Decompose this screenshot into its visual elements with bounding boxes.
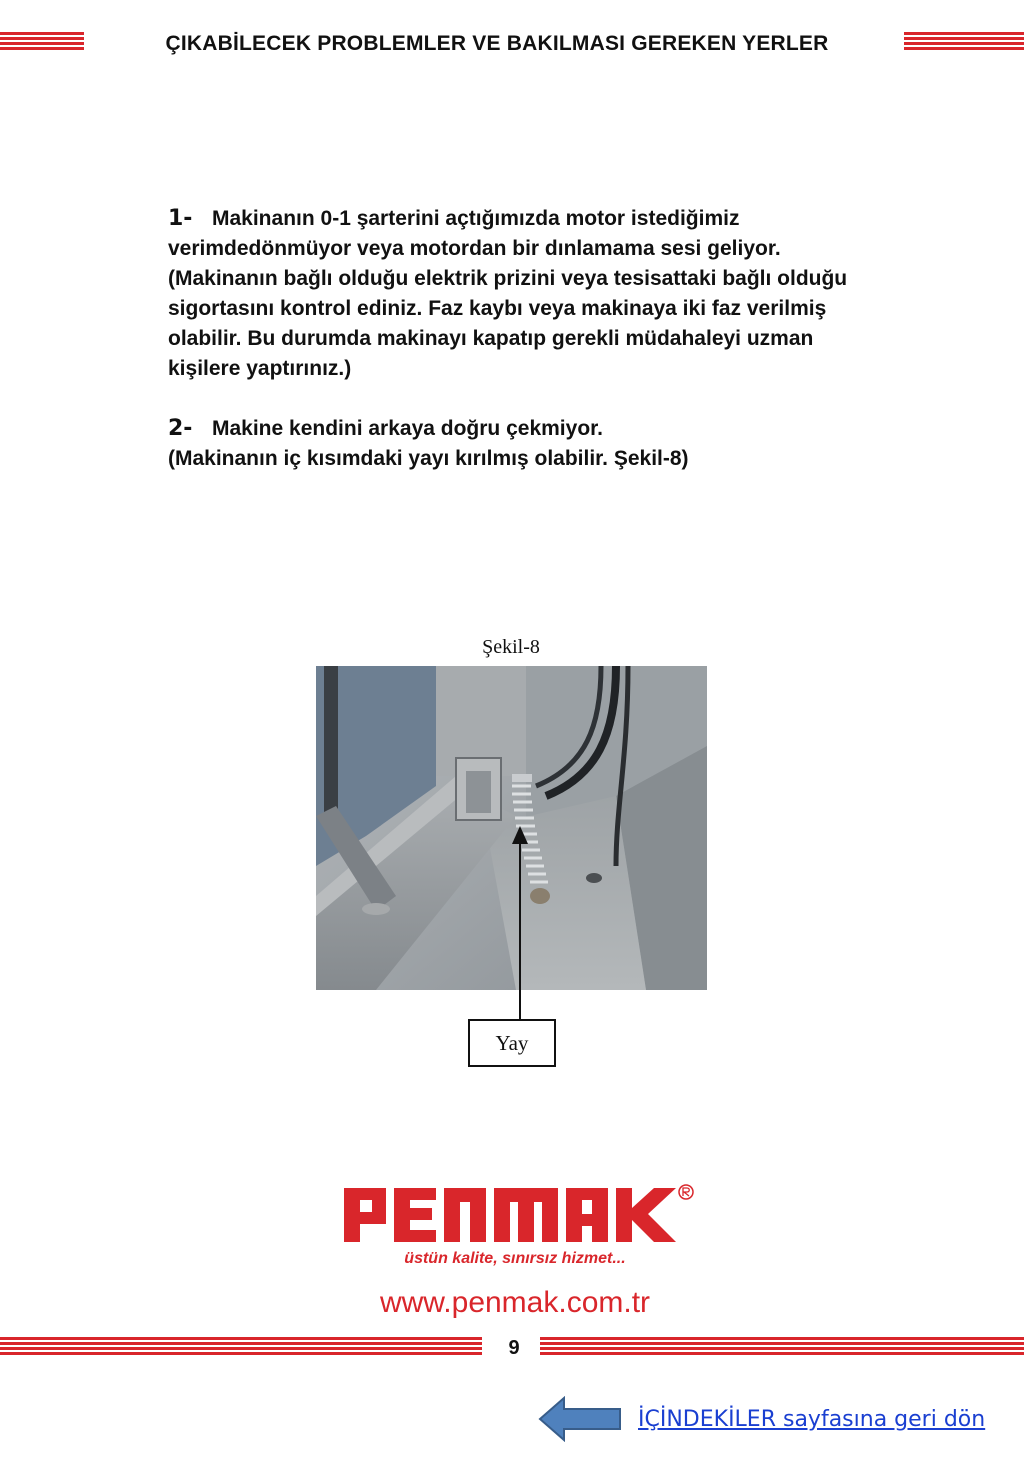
footer-stripes-left	[0, 1337, 482, 1355]
header-stripes-left	[0, 32, 84, 50]
toc-back-link[interactable]	[538, 1396, 985, 1442]
figure-label: Yay	[468, 1019, 556, 1067]
brand-slogan: üstün kalite, sınırsız hizmet...	[404, 1250, 626, 1267]
item-number: 2-	[168, 416, 193, 441]
header-stripes-right	[904, 32, 1024, 50]
page-number: 9	[508, 1337, 520, 1359]
pointer-arrow	[508, 826, 532, 1022]
problem-item-1	[168, 204, 888, 384]
figure-caption: Şekil-8	[482, 636, 540, 658]
item-text: Makinanın 0-1 şarterini açtığımızda motor istediğimiz verimdedönmüyor veya motordan bir dınlamama sesi geliyor. (Makinanın bağlı olduğu elektrik prizini veya tesisattaki bağlı olduğu sigortasını kontrol ediniz. Faz kaybı veya makinaya iki faz verilmiş olabilir. Bu durumda makinayı kapatıp gerekli müdahaleyi uzman kişilere yaptırınız.)	[168, 207, 848, 380]
penmak-logo	[336, 1180, 696, 1256]
problem-list	[168, 204, 888, 474]
page-title: ÇIKABİLECEK PROBLEMLER VE BAKILMASI GEREKEN YERLER	[165, 32, 829, 55]
item-number: 1-	[168, 206, 193, 231]
problem-item-2	[168, 414, 888, 474]
toc-back-link-text: İÇİNDEKİLER sayfasına geri dön	[638, 1406, 986, 1432]
left-arrow-icon	[538, 1396, 624, 1442]
footer-stripes-right	[540, 1337, 1024, 1355]
item-text: Makine kendini arkaya doğru çekmiyor.	[212, 417, 603, 440]
website-url: www.penmak.com.tr	[379, 1286, 651, 1319]
item-text-detail: (Makinanın iç kısımdaki yayı kırılmış olabilir. Şekil-8)	[168, 447, 689, 470]
registered-icon	[679, 1185, 693, 1199]
